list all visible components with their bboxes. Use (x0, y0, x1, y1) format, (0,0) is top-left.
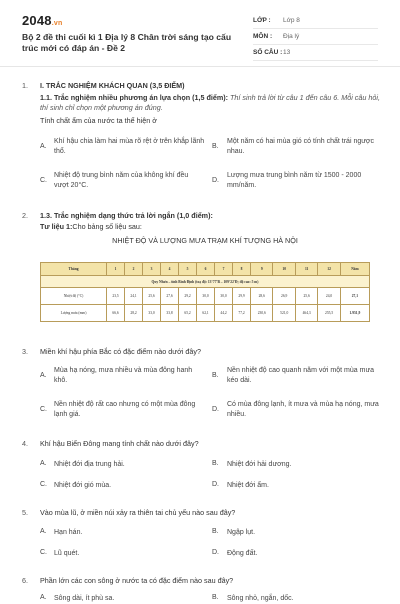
table-header-cell: 7 (215, 263, 233, 276)
table-header-cell: Năm (340, 263, 369, 276)
option-text[interactable]: Lượng mưa trung bình năm từ 1500 - 2000 mm/năm. (227, 172, 362, 189)
option-label[interactable]: A. (40, 143, 47, 150)
option-label[interactable]: A. (40, 528, 47, 535)
option-label[interactable]: D. (212, 549, 219, 556)
table-cell: 255,5 (318, 305, 340, 322)
option-label[interactable]: D. (212, 481, 219, 488)
option-text[interactable]: Nhiệt đới địa trung hải. (54, 461, 125, 468)
option-label[interactable]: B. (212, 460, 219, 467)
logo-suffix: .vn (51, 20, 63, 27)
meta-value: Lớp 8 (283, 17, 300, 24)
table-station-cell: Quy Nhơn – tỉnh Bình Định (toạ độ: 13°77'B – 109°22'Đ; độ cao: 5 m) (41, 276, 370, 288)
meta-value: Địa lý (283, 33, 300, 40)
table-header-cell: 12 (318, 263, 340, 276)
table-header-cell: 2 (125, 263, 143, 276)
material-label: Tư liệu 1: (40, 222, 73, 231)
option-text[interactable]: Hạn hán. (54, 529, 83, 536)
table-row (41, 305, 370, 322)
table-cell: 29,2 (179, 288, 197, 305)
option-label[interactable]: C. (40, 177, 47, 184)
option-label[interactable]: B. (212, 372, 219, 379)
table-header-cell: 4 (161, 263, 179, 276)
option-text[interactable]: Ngập lụt. (227, 529, 256, 536)
table-header-cell: 11 (295, 263, 317, 276)
option-text[interactable]: Nền nhiệt độ rất cao nhưng có một mùa đông lạnh giá. (54, 401, 196, 418)
table-title: NHIỆT ĐỘ VÀ LƯỢNG MƯA TRẠM KHÍ TƯỢNG HÀ NỘI (112, 236, 298, 245)
table-cell: 62,1 (197, 305, 215, 322)
document-title: Bộ 2 đề thi cuối kì 1 Địa lý 8 Chân trời sáng tạo cấu trúc mới có đáp án - Đề 2 (22, 32, 232, 53)
question-number: 2. (22, 211, 28, 220)
option-label[interactable]: B. (212, 528, 219, 535)
table-cell: 33,8 (161, 305, 179, 322)
option-label[interactable]: C. (40, 549, 47, 556)
option-label[interactable]: B. (212, 143, 219, 150)
table-header-cell: 6 (197, 263, 215, 276)
table-cell: 521,0 (273, 305, 295, 322)
question-number: 6. (22, 576, 28, 585)
question-text: Phần lớn các con sông ở nước ta có đặc điểm nào sau đây? (40, 576, 234, 585)
table-header-cell: 3 (143, 263, 161, 276)
option-text[interactable]: Nền nhiệt độ cao quanh năm với một mùa mưa kéo dài. (227, 367, 375, 384)
subsection-note: Thí sinh trả lời từ câu 1 đến câu 6. Mỗi câu hỏi, thí sinh chỉ chọn một phương án đúng. (40, 93, 380, 112)
option-text[interactable]: Nhiệt độ trung bình năm của không khí đều vượt 20°C. (54, 172, 189, 189)
table-cell: 25,6 (143, 288, 161, 305)
option-text[interactable]: Động đất. (227, 550, 258, 557)
table-cell: 65,2 (179, 305, 197, 322)
meta-key: LỚP : (253, 17, 271, 24)
section-title: 1.3. Trắc nghiệm dạng thức trả lời ngắn (1,0 điểm): (40, 211, 213, 220)
table-cell: 24,0 (318, 288, 340, 305)
subsection-title: 1.1. Trắc nghiệm nhiều phương án lựa chọn (1,5 điểm): (40, 93, 229, 102)
table-cell: 230,6 (251, 305, 273, 322)
meta-key: SỐ CÂU : (253, 49, 283, 56)
option-text[interactable]: Một năm có hai mùa gió có tính chất trái ngược nhau. (227, 138, 375, 155)
question-text: Miền khí hậu phía Bắc có đặc điểm nào dưới đây? (40, 347, 201, 356)
question-number: 3. (22, 347, 28, 356)
option-text[interactable]: Khí hậu chia làm hai mùa rõ rệt ở trên khắp lãnh thổ. (54, 138, 205, 155)
section-title: I. TRẮC NGHIỆM KHÁCH QUAN (3,5 ĐIỂM) (40, 81, 185, 90)
table-cell: 66,6 (107, 305, 125, 322)
question-number: 4. (22, 439, 28, 448)
meta-key: MÔN : (253, 33, 273, 40)
option-text[interactable]: Sông dài, ít phù sa. (54, 595, 115, 602)
table-header-cell: Tháng (41, 263, 107, 276)
logo-text: 2048 (22, 13, 52, 28)
question-number: 1. (22, 81, 28, 90)
table-cell: 28,6 (251, 288, 273, 305)
meta-row-count (253, 45, 378, 61)
option-text[interactable]: Nhiệt đới ẩm. (227, 482, 269, 489)
table-cell: 77,2 (233, 305, 251, 322)
table-cell: 1.951,9 (340, 305, 369, 322)
option-label[interactable]: C. (40, 406, 47, 413)
material-line (40, 222, 142, 232)
table-cell: 464,3 (295, 305, 317, 322)
option-label[interactable]: A. (40, 460, 47, 467)
table-cell: 25,6 (295, 288, 317, 305)
table-cell: 28,2 (125, 305, 143, 322)
table-header-row (41, 263, 370, 276)
table-station-row (41, 276, 370, 288)
table-header-cell: 5 (179, 263, 197, 276)
page-header (0, 0, 400, 67)
meta-row-class (253, 13, 378, 29)
question-text: Vào mùa lũ, ở miền núi xảy ra thiên tai chủ yếu nào sau đây? (40, 508, 236, 517)
option-text[interactable]: Sông nhỏ, ngắn, dốc. (227, 595, 294, 602)
table-header-cell: 10 (273, 263, 295, 276)
meta-value: 13 (283, 49, 291, 56)
table-header-cell: 1 (107, 263, 125, 276)
table-cell: 30,0 (197, 288, 215, 305)
table-cell: 29,9 (233, 288, 251, 305)
option-text[interactable]: Nhiệt đới hải dương. (227, 461, 292, 468)
table-header-cell: 8 (233, 263, 251, 276)
table-cell: 27,6 (161, 288, 179, 305)
question-number: 5. (22, 508, 28, 517)
table-cell: 33,0 (143, 305, 161, 322)
table-row (41, 288, 370, 305)
option-label[interactable]: D. (212, 406, 219, 413)
option-label[interactable]: B. (212, 594, 219, 601)
site-logo[interactable] (22, 13, 62, 28)
table-cell: 30,0 (215, 288, 233, 305)
option-text[interactable]: Lũ quét. (54, 550, 80, 557)
option-label[interactable]: A. (40, 594, 47, 601)
table-cell: 27,1 (340, 288, 369, 305)
option-label[interactable]: A. (40, 372, 47, 379)
option-text[interactable]: Có mùa đông lạnh, ít mưa và mùa hạ nóng, mưa nhiều. (227, 401, 379, 418)
table-cell: 44,2 (215, 305, 233, 322)
question-text: Tính chất ẩm của nước ta thể hiện ở (40, 116, 157, 125)
table-row-label: Nhiệt độ (°C) (41, 288, 107, 305)
table-cell: 24,1 (125, 288, 143, 305)
option-label[interactable]: C. (40, 481, 47, 488)
climate-table (40, 262, 370, 322)
material-text: Cho bảng số liệu sau: (72, 222, 142, 231)
meta-panel (253, 13, 378, 61)
question-text: Khí hậu Biển Đông mang tính chất nào dưới đây? (40, 439, 199, 448)
section-subtitle (40, 93, 380, 113)
option-text[interactable]: Nhiệt đới gió mùa. (54, 482, 112, 489)
table-cell: 23,5 (107, 288, 125, 305)
table-cell: 26,9 (273, 288, 295, 305)
option-text[interactable]: Mùa hạ nóng, mưa nhiều và mùa đông hanh khô. (54, 367, 193, 384)
meta-row-subject (253, 29, 378, 45)
table-header-cell: 9 (251, 263, 273, 276)
table-row-label: Lượng mưa (mm) (41, 305, 107, 322)
option-label[interactable]: D. (212, 177, 219, 184)
